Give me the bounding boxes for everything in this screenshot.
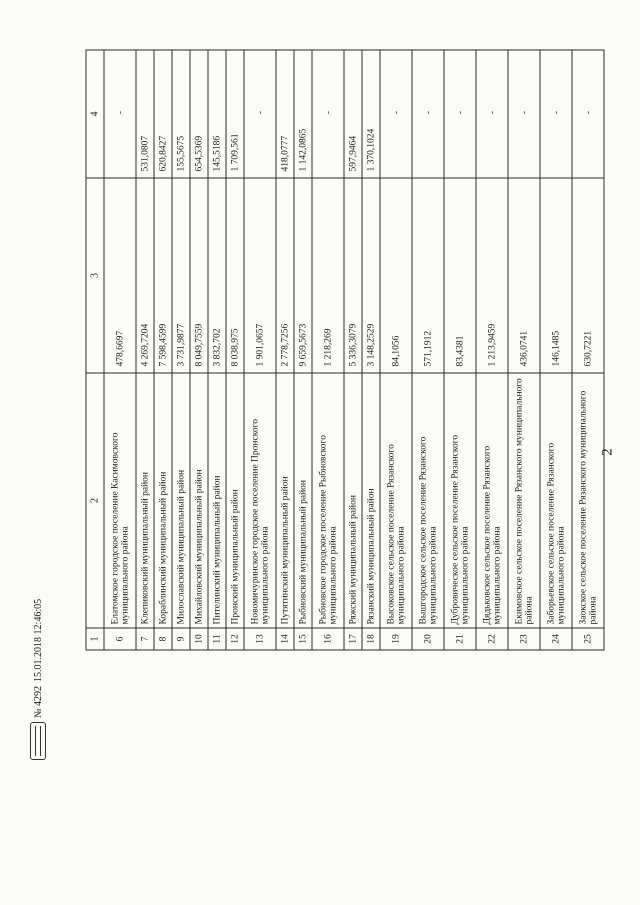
table-row bbox=[244, 50, 276, 650]
table-row bbox=[380, 50, 412, 650]
row-name: Заокское сельское поселение Рязанского муниципального района bbox=[572, 373, 604, 628]
row-number: 20 bbox=[412, 628, 444, 650]
row-number: 17 bbox=[344, 628, 362, 650]
row-name: Дубровическое сельское поселение Рязанского муниципального района bbox=[444, 373, 476, 628]
row-value-3: 2 778,7256 bbox=[276, 178, 294, 373]
row-number: 15 bbox=[294, 628, 312, 650]
table-row bbox=[572, 50, 604, 650]
doc-number: № 4292 bbox=[32, 685, 44, 718]
row-value-3: 436,0741 bbox=[508, 178, 540, 373]
row-value-4: - bbox=[540, 50, 572, 178]
row-value-3: 83,4381 bbox=[444, 178, 476, 373]
header-col-2: 2 bbox=[86, 373, 104, 628]
row-name: Заборьевское сельское поселение Рязанского муниципального района bbox=[540, 373, 572, 628]
row-number: 6 bbox=[104, 628, 136, 650]
table-row bbox=[362, 50, 380, 650]
row-name: Новомичуринское городское поселение Пронского муниципального района bbox=[244, 373, 276, 628]
table-header-row bbox=[86, 50, 104, 650]
row-number: 25 bbox=[572, 628, 604, 650]
document-footer bbox=[30, 599, 46, 760]
page-number: 2 bbox=[599, 448, 616, 456]
timestamp: 15.01.2018 12:46:05 bbox=[32, 598, 44, 682]
row-value-3: 1 213,9459 bbox=[476, 178, 508, 373]
row-number: 21 bbox=[444, 628, 476, 650]
row-value-4: - bbox=[444, 50, 476, 178]
row-number: 8 bbox=[154, 628, 172, 650]
table-row bbox=[312, 50, 344, 650]
table-body bbox=[104, 50, 604, 650]
row-value-4: 597,9464 bbox=[344, 50, 362, 178]
row-value-3: 1 901,0657 bbox=[244, 178, 276, 373]
row-name: Клепиковский муниципальный район bbox=[136, 373, 154, 628]
table-row bbox=[226, 50, 244, 650]
row-value-4: 418,0777 bbox=[276, 50, 294, 178]
row-value-4: - bbox=[244, 50, 276, 178]
row-value-3: 7 598,4599 bbox=[154, 178, 172, 373]
row-value-4: 1 142,0865 bbox=[294, 50, 312, 178]
table-row bbox=[476, 50, 508, 650]
row-value-3: 478,6697 bbox=[104, 178, 136, 373]
row-value-4: 620,8427 bbox=[154, 50, 172, 178]
table-row bbox=[154, 50, 172, 650]
row-name: Милославский муниципальный район bbox=[172, 373, 190, 628]
row-name: Высоковское сельское поселение Рязанского муниципального района bbox=[380, 373, 412, 628]
row-number: 12 bbox=[226, 628, 244, 650]
row-number: 18 bbox=[362, 628, 380, 650]
table-row bbox=[208, 50, 226, 650]
header-col-1: 1 bbox=[86, 628, 104, 650]
table-row bbox=[344, 50, 362, 650]
row-number: 23 bbox=[508, 628, 540, 650]
row-value-3: 84,1056 bbox=[380, 178, 412, 373]
header-col-3: 3 bbox=[86, 178, 104, 373]
row-name: Путятинский муниципальный район bbox=[276, 373, 294, 628]
row-number: 13 bbox=[244, 628, 276, 650]
table-row bbox=[508, 50, 540, 650]
row-value-4: 531,0807 bbox=[136, 50, 154, 178]
row-value-4: - bbox=[380, 50, 412, 178]
row-value-4: - bbox=[312, 50, 344, 178]
row-name: Рязанский муниципальный район bbox=[362, 373, 380, 628]
table-row bbox=[540, 50, 572, 650]
data-table bbox=[85, 49, 604, 650]
row-value-3: 1 218,269 bbox=[312, 178, 344, 373]
row-value-3: 9 659,5673 bbox=[294, 178, 312, 373]
row-value-3: 8 049,7559 bbox=[190, 178, 208, 373]
table-row bbox=[172, 50, 190, 650]
row-value-3: 146,1485 bbox=[540, 178, 572, 373]
row-name: Елатомское городское поселение Касимовского муниципального района bbox=[104, 373, 136, 628]
row-value-4: - bbox=[572, 50, 604, 178]
row-value-3: 3 731,9877 bbox=[172, 178, 190, 373]
row-number: 9 bbox=[172, 628, 190, 650]
row-value-3: 3 832,702 bbox=[208, 178, 226, 373]
row-number: 14 bbox=[276, 628, 294, 650]
row-value-4: 654,5369 bbox=[190, 50, 208, 178]
table-row bbox=[136, 50, 154, 650]
row-name: Рыбновское городское поселение Рыбновского муниципального района bbox=[312, 373, 344, 628]
row-number: 10 bbox=[190, 628, 208, 650]
row-value-4: 155,5675 bbox=[172, 50, 190, 178]
row-name: Ряжский муниципальный район bbox=[344, 373, 362, 628]
row-value-4: - bbox=[508, 50, 540, 178]
row-number: 7 bbox=[136, 628, 154, 650]
row-number: 19 bbox=[380, 628, 412, 650]
table-row bbox=[412, 50, 444, 650]
row-number: 22 bbox=[476, 628, 508, 650]
row-value-4: 1 709,561 bbox=[226, 50, 244, 178]
row-name: Дядьковское сельское поселение Рязанского муниципального района bbox=[476, 373, 508, 628]
signature-stamp-icon bbox=[30, 722, 46, 760]
row-value-4: 145,5186 bbox=[208, 50, 226, 178]
row-value-3: 4 269,7204 bbox=[136, 178, 154, 373]
data-table-wrapper bbox=[85, 50, 598, 650]
row-value-3: 571,1912 bbox=[412, 178, 444, 373]
row-number: 11 bbox=[208, 628, 226, 650]
row-value-3: 630,7221 bbox=[572, 178, 604, 373]
row-value-4: 1 370,1024 bbox=[362, 50, 380, 178]
row-value-4: - bbox=[476, 50, 508, 178]
row-number: 24 bbox=[540, 628, 572, 650]
table-row bbox=[444, 50, 476, 650]
table-row bbox=[104, 50, 136, 650]
row-value-3: 5 336,3079 bbox=[344, 178, 362, 373]
row-name: Рыбновский муниципальный район bbox=[294, 373, 312, 628]
row-name: Вышгородское сельское поселение Рязанского муниципального района bbox=[412, 373, 444, 628]
row-value-3: 3 148,2529 bbox=[362, 178, 380, 373]
row-name: Пронский муниципальный район bbox=[226, 373, 244, 628]
table-row bbox=[294, 50, 312, 650]
row-value-4: - bbox=[412, 50, 444, 178]
row-number: 16 bbox=[312, 628, 344, 650]
row-name: Михайловский муниципальный район bbox=[190, 373, 208, 628]
row-value-3: 8 038,975 bbox=[226, 178, 244, 373]
row-name: Пителинский муниципальный район bbox=[208, 373, 226, 628]
row-name: Кораблинский муниципальный район bbox=[154, 373, 172, 628]
table-row bbox=[276, 50, 294, 650]
table-row bbox=[190, 50, 208, 650]
row-value-4: - bbox=[104, 50, 136, 178]
row-name: Екимовское сельское поселение Рязанского муниципального района bbox=[508, 373, 540, 628]
header-col-4: 4 bbox=[86, 50, 104, 178]
